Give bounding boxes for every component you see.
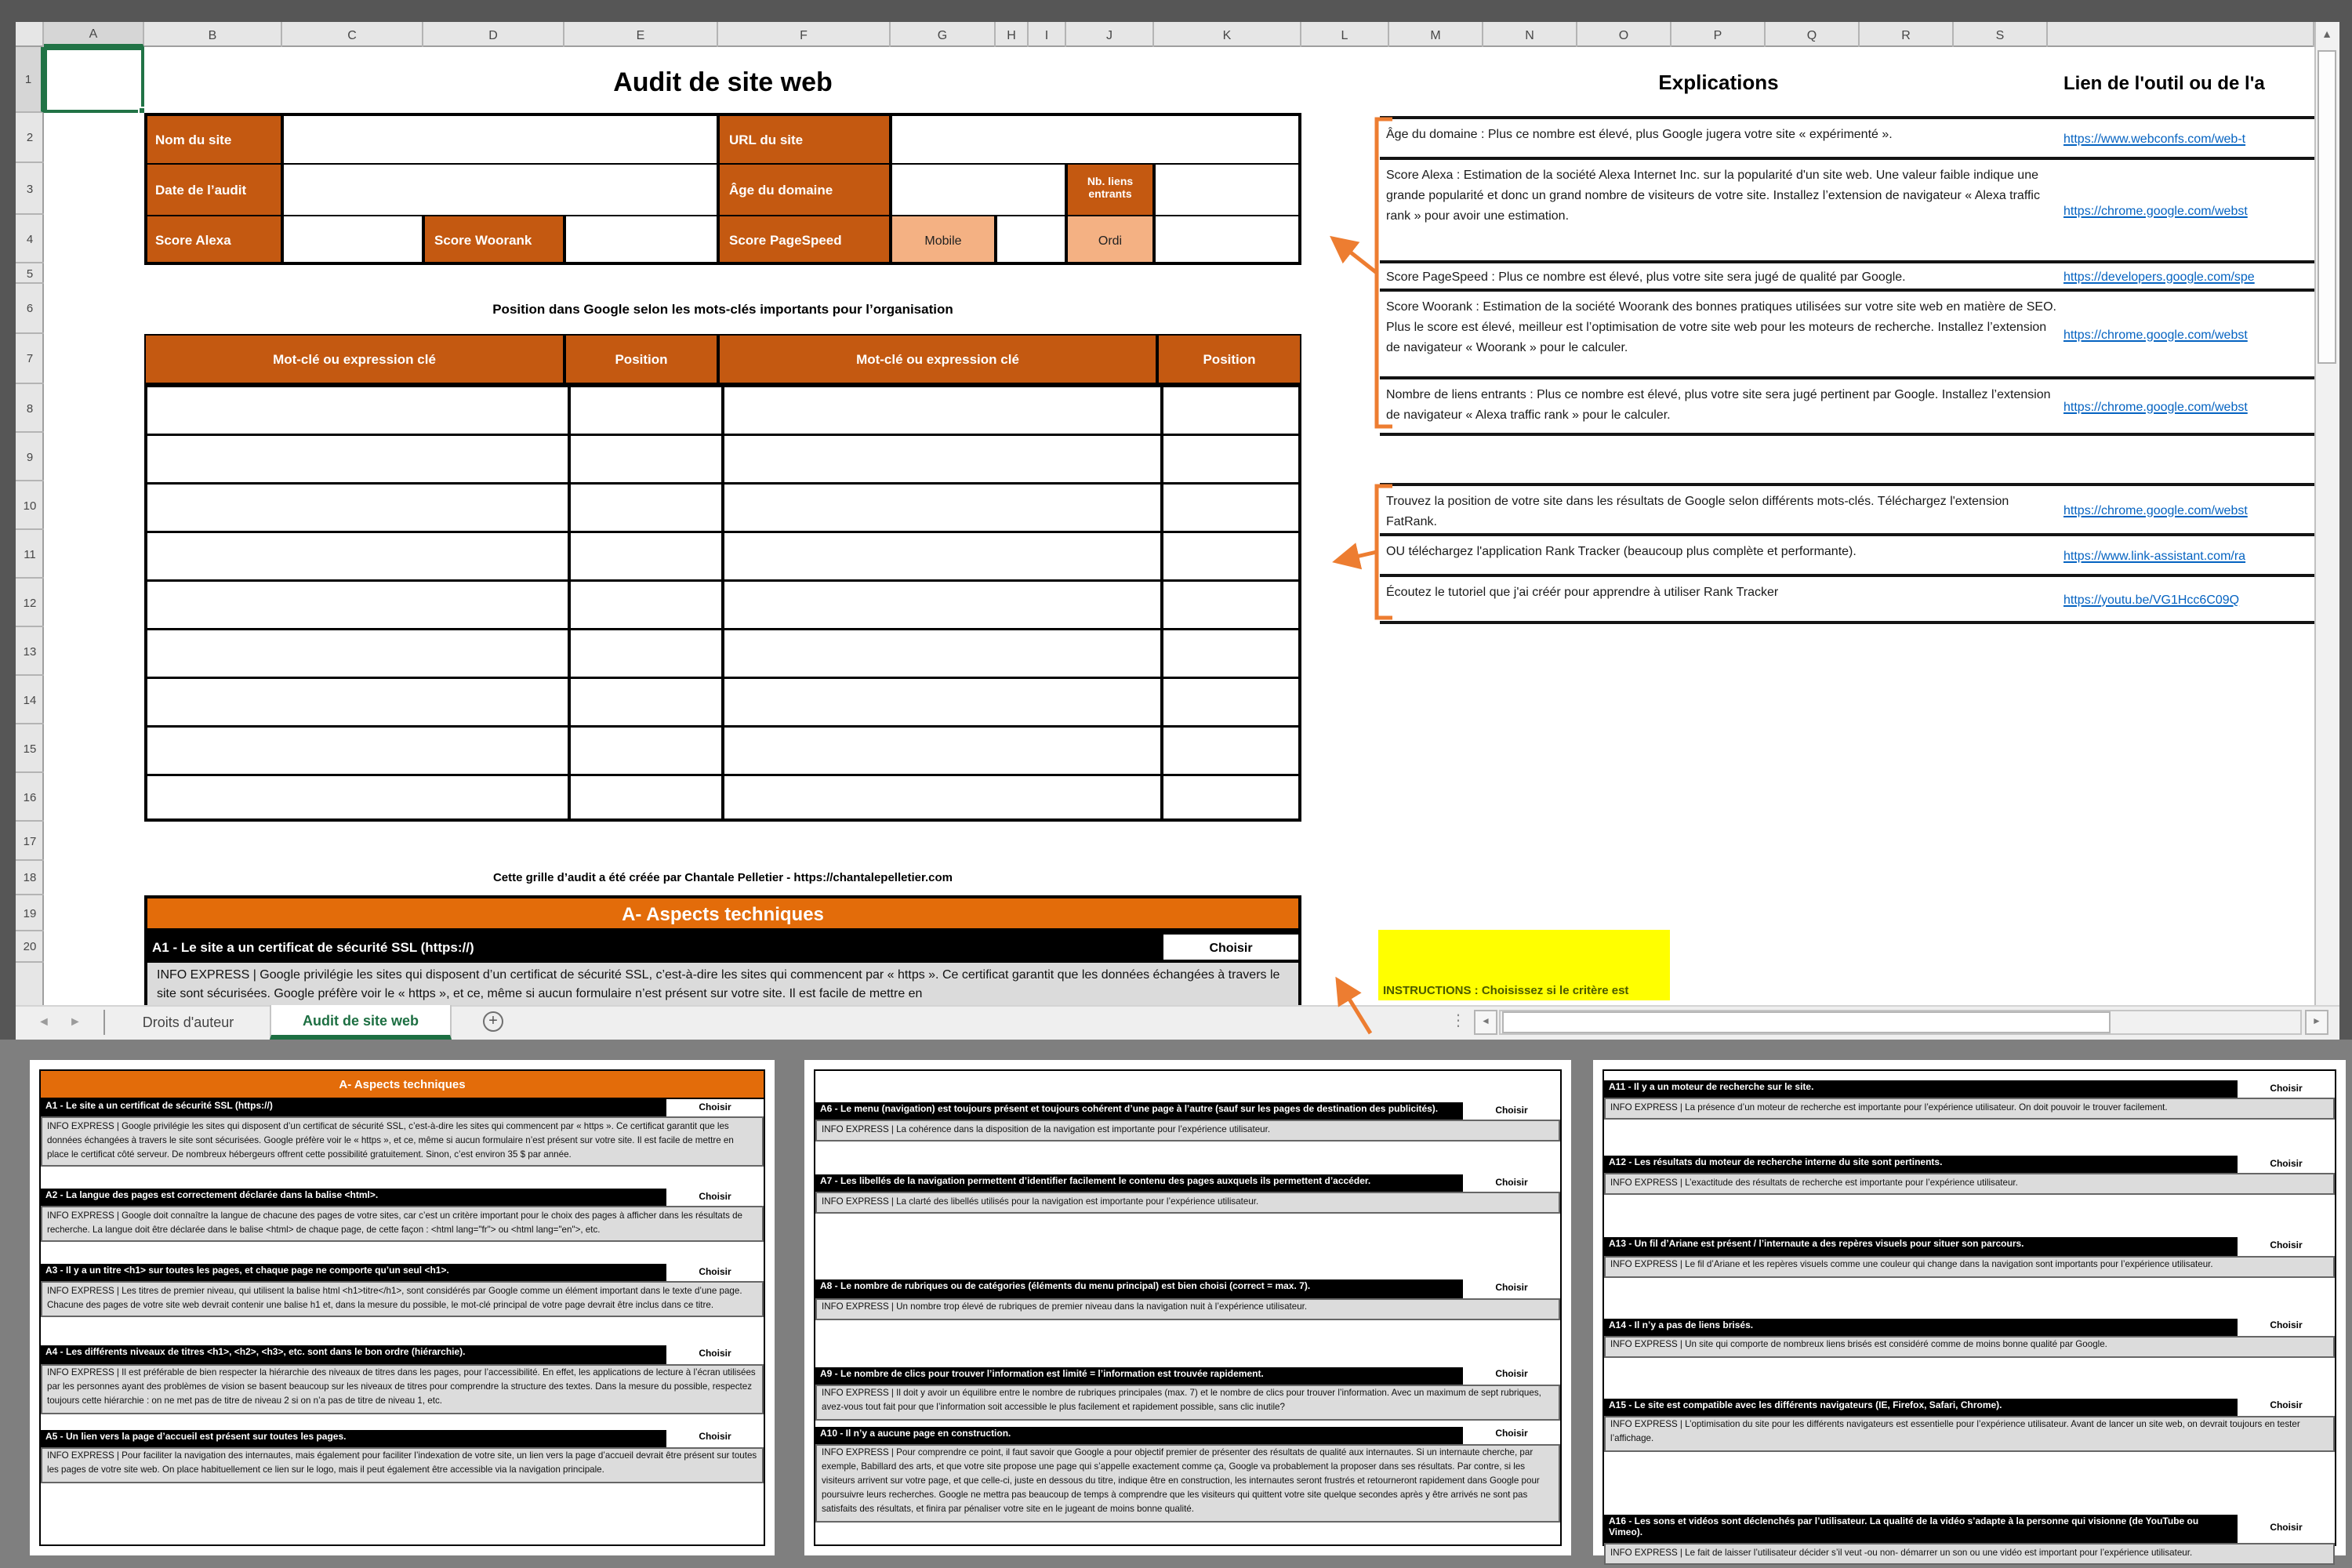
row-header[interactable]: 2 xyxy=(16,113,44,163)
column-header[interactable]: A xyxy=(44,22,144,47)
criterion-info: INFO EXPRESS | L’optimisation du site pour les différents navigateurs est essentielle pour l’expérience utilisateur. Avant de lancer un site web, on devrait toujours en tester l’affichage. xyxy=(1604,1416,2335,1452)
row-header[interactable]: 20 xyxy=(16,931,44,963)
column-header[interactable] xyxy=(2048,22,2314,47)
choisir-button[interactable]: Choisir xyxy=(1461,1367,1560,1384)
label-ordi[interactable]: Ordi xyxy=(1066,215,1154,265)
explication-text: Score PageSpeed : Plus ce nombre est élevé, plus votre site sera jugé de qualité par Google. xyxy=(1386,270,1906,284)
spacer xyxy=(815,1142,1560,1174)
criterion-bar xyxy=(1604,1080,2335,1098)
criterion-info: INFO EXPRESS | Google doit connaître la langue de chacune des pages de votre sites, car c’est un critère important pour le choix des pages à afficher dans les résultats de recherche. La langue doit être déclarée dans le balise <html> de chaque page, de cette façon : <html lang="fr"> ou <html lang="en">, etc. xyxy=(41,1207,764,1243)
input-pagespeed-mobile[interactable] xyxy=(996,215,1066,265)
criterion-bar xyxy=(815,1102,1560,1120)
criterion-bar xyxy=(1604,1156,2335,1173)
add-sheet-icon[interactable]: + xyxy=(483,1011,503,1032)
selected-cell-a1[interactable] xyxy=(44,47,144,113)
criterion-info: INFO EXPRESS | La cohérence dans la disposition de la navigation est importante pour l’expérience utilisateur. xyxy=(815,1120,1560,1142)
position-header-2[interactable]: Position xyxy=(1157,334,1301,384)
choisir-button[interactable]: Choisir xyxy=(1461,1102,1560,1120)
explications-table-1 xyxy=(1380,116,2314,436)
column-header[interactable]: B xyxy=(144,22,282,47)
column-header[interactable]: K xyxy=(1154,22,1301,47)
criterion-label: A10 - Il n’y a aucune page en construction. xyxy=(820,1429,1011,1439)
spacer xyxy=(815,1214,1560,1280)
criterion-info: INFO EXPRESS | Il est préférable de bien respecter la hiérarchie des niveaux de titres dans les pages, pour l’accessibilité. En effet, les applications de lecture à l’écran utilisées par les personnes ayant des problèmes de vision se basent beaucoup sur les niveaux de titres pour comprendre la structure des textes. Dans la mesure du possible, respectez toujours cette hiérarchie : on ne met pas de titre de niveau 2 si on n’a pas de titre de niveau 1, etc. xyxy=(41,1363,764,1414)
spacer xyxy=(815,1523,1560,1544)
tab-nav-left-icon[interactable]: ◄ xyxy=(38,1014,50,1029)
label-nom-du-site[interactable]: Nom du site xyxy=(144,113,282,165)
preview-panel-1 xyxy=(30,1060,775,1555)
row-header[interactable]: 5 xyxy=(16,263,44,284)
credit-line: Cette grille d’audit a été créée par Chantale Pelletier - https://chantalepelletier.com xyxy=(492,870,953,884)
row-header-extension xyxy=(16,963,44,1005)
choisir-button[interactable]: Choisir xyxy=(665,1429,764,1446)
spacer xyxy=(1604,1071,2335,1080)
vertical-scrollbar-thumb[interactable] xyxy=(2318,50,2336,364)
column-header[interactable]: L xyxy=(1301,22,1389,47)
criterion-a1-bar: A1 - Le site a un certificat de sécurité SSL (https://) xyxy=(144,931,1160,963)
explication-link[interactable]: https://chrome.google.com/webst xyxy=(2063,327,2248,341)
label-nb-liens[interactable]: Nb. liens entrants xyxy=(1066,163,1154,216)
panel-section-title: A- Aspects techniques xyxy=(41,1071,764,1099)
explication-text: Âge du domaine : Plus ce nombre est élevé, plus Google jugera votre site « expérimenté ». xyxy=(1386,127,1893,141)
row-header[interactable]: 15 xyxy=(16,724,44,773)
criterion-bar xyxy=(41,1429,764,1446)
preview-panel-3 xyxy=(1593,1060,2346,1559)
criterion-label: A14 - Il n’y a pas de liens brisés. xyxy=(1609,1321,1754,1331)
spacer xyxy=(1604,1120,2335,1156)
criterion-label: A2 - La langue des pages est correctement déclarée dans la balise <html>. xyxy=(45,1192,379,1202)
criterion-info: INFO EXPRESS | Le fait de laisser l’utilisateur décider s’il veut -ou non- démarrer un son ou une vidéo est important pour l’expérience utilisateur. xyxy=(1604,1543,2335,1565)
choisir-button[interactable]: Choisir xyxy=(665,1189,764,1206)
explication-row xyxy=(1380,577,2314,624)
criterion-label: A12 - Les résultats du moteur de recherche interne du site sont pertinents. xyxy=(1609,1159,1943,1169)
criterion-info: INFO EXPRESS | La clarté des libellés utilisés pour la navigation est importante pour l’expérience utilisateur. xyxy=(815,1192,1560,1214)
explication-row xyxy=(1380,486,2314,536)
column-header[interactable]: M xyxy=(1389,22,1483,47)
criterion-info: INFO EXPRESS | Pour comprendre ce point, il faut savoir que Google a pour objectif premier de présenter des résultats de qualité aux internautes. Si un internaute cherche, par exemple, Babillard des arts, et que votre site propose une page qui s’appelle exactement comme ça, Google va probablement la proposer dans ses résultats. Par contre, si les visiteurs arrivent sur votre page, et que celle-ci, juste en dessous du titre, indique être en construction, les internautes seront frustrés et retourneront rapidement dans Google pour poursuivre leurs recherches. Google ne mettra pas beaucoup de temps à comprendre que les visiteurs qui quittent votre site quelque secondes après y être arrivés ne sont pas satisfaits des résultats, et finira par pénaliser votre site en le jugeant de moins bonne qualité. xyxy=(815,1444,1560,1523)
spacer xyxy=(41,1414,764,1429)
choisir-button[interactable]: Choisir xyxy=(2236,1080,2335,1098)
explication-link[interactable]: https://youtu.be/VG1Hcc6C09Q xyxy=(2063,592,2240,606)
column-header[interactable]: C xyxy=(282,22,423,47)
row-header[interactable]: 12 xyxy=(16,579,44,627)
label-age-domaine[interactable]: Âge du domaine xyxy=(718,163,891,216)
criterion-bar xyxy=(1604,1515,2335,1544)
spacer xyxy=(815,1071,1560,1102)
horizontal-scrollbar-thumb[interactable] xyxy=(1502,1011,2111,1033)
explication-row xyxy=(1380,160,2314,263)
label-url-du-site[interactable]: URL du site xyxy=(718,113,891,165)
choisir-button[interactable]: Choisir xyxy=(1461,1174,1560,1192)
choisir-button[interactable]: Choisir xyxy=(665,1099,764,1116)
choisir-button[interactable]: Choisir xyxy=(2236,1515,2335,1544)
row-header[interactable]: 3 xyxy=(16,163,44,215)
criterion-bar xyxy=(815,1280,1560,1298)
explications-table-2 xyxy=(1380,483,2314,624)
input-score-alexa[interactable] xyxy=(282,215,423,265)
row-header[interactable]: 4 xyxy=(16,215,44,263)
tab-nav-right-icon[interactable]: ► xyxy=(69,1014,82,1029)
row-header[interactable]: 11 xyxy=(16,530,44,579)
column-headers xyxy=(16,22,2314,47)
criterion-info: INFO EXPRESS | Un nombre trop élevé de rubriques de premier niveau dans la navigation nuit à l’expérience utilisateur. xyxy=(815,1298,1560,1319)
criterion-label: A5 - Un lien vers la page d’accueil est présent sur toutes les pages. xyxy=(45,1432,347,1443)
splitter-handle-icon[interactable]: ⋮ xyxy=(1450,1013,1466,1030)
criterion-label: A4 - Les différents niveaux de titres <h1>, <h2>, <h3>, etc. sont dans le bon ordre (hiérarchie). xyxy=(45,1348,466,1359)
choisir-button[interactable]: Choisir xyxy=(1461,1280,1560,1298)
spacer xyxy=(1604,1357,2335,1398)
explication-row xyxy=(1380,292,2314,379)
column-header[interactable]: S xyxy=(1954,22,2048,47)
row-header[interactable]: 10 xyxy=(16,481,44,530)
choisir-button[interactable]: Choisir xyxy=(2236,1238,2335,1255)
row-header[interactable]: 19 xyxy=(16,895,44,931)
section-banner: A- Aspects techniques xyxy=(144,895,1301,931)
page-title: Audit de site web xyxy=(613,67,833,97)
label-score-pagespeed[interactable]: Score PageSpeed xyxy=(718,215,891,265)
input-date-audit[interactable] xyxy=(282,163,718,216)
criterion-label: A11 - Il y a un moteur de recherche sur le site. xyxy=(1609,1083,1814,1093)
row-header[interactable]: 8 xyxy=(16,384,44,433)
criterion-info: INFO EXPRESS | Google privilégie les sites qui disposent d’un certificat de sécurité SSL, c’est-à-dire les sites qui commencent par « https ». Ce certificat garantit que les données échangées à travers le site sont sécurisées. Google préfère voir le « https », et ce, même si aucun formulaire n’est présent sur votre site. Il est facile de mettre en place le certificat côté serveur. De nombreux hébergeurs offrent cette possibilité gratuitement. Sinon, c’est environ 35 $ par année. xyxy=(41,1116,764,1167)
criterion-info: INFO EXPRESS | Les titres de premier niveau, qui utilisent la balise html <h1>titre</h1>, sont considérés par Google comme un élément important dans le texte d’une page. Chacune des pages de votre site web devrait contenir une balise h1 et, dans la mesure du possible, le mot-clé principal de votre page devrait être inclus dans ce titre. xyxy=(41,1282,764,1318)
row-header[interactable]: 17 xyxy=(16,822,44,861)
tab-audit-de-site-web[interactable]: Audit de site web xyxy=(270,1005,452,1040)
keyword-header-1[interactable]: Mot-clé ou expression clé xyxy=(144,334,564,384)
criterion-label: A8 - Le nombre de rubriques ou de catégories (éléments du menu principal) est bien choisi (correct = max. 7). xyxy=(820,1283,1311,1293)
criterion-bar xyxy=(815,1174,1560,1192)
criterion-bar xyxy=(1604,1238,2335,1255)
spacer xyxy=(41,1167,764,1189)
column-header[interactable]: J xyxy=(1066,22,1154,47)
label-score-alexa[interactable]: Score Alexa xyxy=(144,215,282,265)
explication-text: Score Woorank : Estimation de la société Woorank des bonnes pratiques utilisées sur votre site web en matière de SEO. Plus le score est élevé, meilleur est l’optimisation de votre site web pour les moteurs de recherche. Installez l’extension de navigateur « Woorank » pour le calculer. xyxy=(1386,299,2056,354)
criterion-label: A1 - Le site a un certificat de sécurité SSL (https://) xyxy=(45,1102,273,1112)
instructions-note: INSTRUCTIONS : Choisissez si le critère est xyxy=(1378,930,1670,1000)
spacer xyxy=(815,1319,1560,1367)
column-header[interactable]: D xyxy=(423,22,564,47)
input-score-woorank[interactable] xyxy=(564,215,718,265)
column-header[interactable]: R xyxy=(1860,22,1954,47)
position-header-1[interactable]: Position xyxy=(564,334,718,384)
column-header[interactable]: H xyxy=(996,22,1029,47)
row-header[interactable]: 9 xyxy=(16,433,44,481)
criterion-info: INFO EXPRESS | La présence d’un moteur de recherche est importante pour l’expérience utilisateur. On doit pouvoir le trouver facilement. xyxy=(1604,1098,2335,1120)
input-age-domaine[interactable] xyxy=(891,163,1066,216)
column-header[interactable]: O xyxy=(1577,22,1671,47)
keyword-header-2[interactable]: Mot-clé ou expression clé xyxy=(718,334,1157,384)
criterion-a1-info: INFO EXPRESS | Google privilégie les sites qui disposent d’un certificat de sécurité SSL, c’est-à-dire les sites qui commencent par « https ». Ce certificat garantit que les données échangées à travers le site sont sécurisées. Google préfère voir le « https », et ce, même si aucun formulaire n’est présent sur votre site. Il est facile de mettre en xyxy=(144,963,1301,1005)
explication-row xyxy=(1380,536,2314,577)
criterion-info: INFO EXPRESS | Pour faciliter la navigation des internautes, mais également pour faciliter l’indexation de votre site, un lien vers la page d’accueil devrait être présent sur toutes les pages de votre site web. On place habituellement ce lien sur le logo, mais il peut également être accessible via la navigation principale. xyxy=(41,1447,764,1483)
label-score-woorank[interactable]: Score Woorank xyxy=(423,215,564,265)
scroll-up-icon[interactable]: ▲ xyxy=(2321,29,2332,40)
explication-link[interactable]: https://chrome.google.com/webst xyxy=(2063,503,2248,517)
criterion-bar xyxy=(41,1346,764,1363)
criterion-info: INFO EXPRESS | Un site qui comporte de nombreux liens brisés est considéré comme de moins bonne qualité par Google. xyxy=(1604,1335,2335,1357)
input-nom-du-site[interactable] xyxy=(282,113,718,165)
spacer xyxy=(41,1243,764,1265)
choisir-button[interactable]: Choisir xyxy=(1461,1426,1560,1443)
choisir-button[interactable]: Choisir xyxy=(665,1265,764,1282)
explication-text: Écoutez le tutoriel que j'ai créér pour apprendre à utiliser Rank Tracker xyxy=(1386,585,1779,599)
spacer xyxy=(41,1483,764,1545)
criterion-bar xyxy=(41,1265,764,1282)
criterion-label: A16 - Les sons et vidéos sont déclenchés par l’utilisateur. La qualité de la vidéo s’adapte à la personne qui visionne (de YouTube ou Vimeo). xyxy=(1609,1517,2199,1539)
criterion-info: INFO EXPRESS | Le fil d’Ariane et les repères visuels comme une couleur qui change dans la navigation sont importants pour l’expérience utilisateur. xyxy=(1604,1255,2335,1277)
criterion-label: A6 - Le menu (navigation) est toujours présent et toujours cohérent d’une page à l’autre (sauf sur les pages de destination des publicités). xyxy=(820,1105,1439,1115)
row-header[interactable]: 16 xyxy=(16,773,44,822)
criterion-bar xyxy=(41,1189,764,1206)
row-header[interactable]: 14 xyxy=(16,676,44,724)
keyword-table-title: Position dans Google selon les mots-clés importants pour l’organisation xyxy=(492,301,953,317)
explication-link[interactable]: https://www.link-assistant.com/ra xyxy=(2063,548,2246,562)
grid-divider xyxy=(1160,387,1163,818)
row-header[interactable]: 6 xyxy=(16,284,44,334)
explication-row xyxy=(1380,263,2314,292)
grid-divider xyxy=(721,387,724,818)
column-header[interactable]: I xyxy=(1029,22,1066,47)
select-all-corner[interactable] xyxy=(16,22,44,47)
column-header[interactable]: F xyxy=(718,22,891,47)
explication-text: OU téléchargez l'application Rank Tracker (beaucoup plus complète et performante). xyxy=(1386,544,1857,558)
criterion-label: A9 - Le nombre de clics pour trouver l’information est limité = l’information est trouvée rapidement. xyxy=(820,1370,1264,1380)
explication-text: Nombre de liens entrants : Plus ce nombre est élevé, plus votre site sera jugé pertinent par Google. Installez l’extension de navigateur « Alexa traffic rank » pour le calculer. xyxy=(1386,387,2051,422)
column-header[interactable]: P xyxy=(1671,22,1766,47)
input-url-du-site[interactable] xyxy=(891,113,1301,165)
spacer xyxy=(1604,1277,2335,1318)
spacer xyxy=(1604,1452,2335,1515)
spacer xyxy=(1604,1196,2335,1238)
row-header[interactable]: 1 xyxy=(16,47,44,113)
criterion-label: A3 - Il y a un titre <h1> sur toutes les pages, et chaque page ne comporte qu’un seul <h1>. xyxy=(45,1267,449,1277)
explication-row xyxy=(1380,379,2314,436)
choisir-button[interactable]: Choisir xyxy=(2236,1156,2335,1173)
label-mobile[interactable]: Mobile xyxy=(891,215,996,265)
column-header[interactable]: E xyxy=(564,22,718,47)
criterion-info: INFO EXPRESS | Il doit y avoir un équilibre entre le nombre de rubriques principales (max. 7) et le nombre de clics pour trouver l’information. Avec un maximum de sept rubriques, avez-vous tout fait pour que l’information soit accessible le plus facilement et rapidement possible, sans clic inutile? xyxy=(815,1384,1560,1420)
criterion-bar xyxy=(1604,1398,2335,1415)
explication-text: Score Alexa : Estimation de la société Alexa Internet Inc. sur la popularité d'un site web. Une valeur faible indique une grande popularité et donc un grand nombre de visiteurs de votre site. Installez l’extension de navigateur « Alexa traffic rank » pour avoir une estimation. xyxy=(1386,168,2040,223)
row-headers xyxy=(16,47,44,963)
preview-panel-2 xyxy=(804,1060,1571,1555)
criterion-label: A13 - Un fil d’Ariane est présent / l’internaute a des repères visuels pour situer son parcours. xyxy=(1609,1240,2024,1250)
explications-title: Explications xyxy=(1658,71,1779,94)
tab-divider xyxy=(103,1010,105,1035)
column-header[interactable]: G xyxy=(891,22,996,47)
choisir-button[interactable]: Choisir xyxy=(1160,931,1301,963)
link-column-title: Lien de l'outil ou de l'a xyxy=(2063,72,2265,94)
explication-text: Trouvez la position de votre site dans les résultats de Google selon différents mots-clés. Téléchargez l'extension FatRank. xyxy=(1386,494,2009,528)
row-header[interactable]: 7 xyxy=(16,334,44,384)
criterion-label: A15 - Le site est compatible avec les différents navigateurs (IE, Firefox, Safari, Chrome). xyxy=(1609,1401,2002,1411)
criterion-bar xyxy=(1604,1318,2335,1335)
row-header[interactable]: 18 xyxy=(16,861,44,895)
criterion-label: A7 - Les libellés de la navigation permettent d’identifier facilement le contenu des pages auxquels ils permettent d’accéder. xyxy=(820,1178,1371,1188)
tab-droits-auteur[interactable]: Droits d'auteur xyxy=(142,1014,234,1030)
hscroll-right-icon[interactable]: ► xyxy=(2305,1010,2328,1035)
explication-link[interactable]: https://www.webconfs.com/web-t xyxy=(2063,131,2246,145)
hscroll-left-icon[interactable]: ◄ xyxy=(1474,1010,1497,1035)
grid-divider xyxy=(568,387,570,818)
input-nb-liens[interactable] xyxy=(1154,163,1301,216)
row-header[interactable]: 13 xyxy=(16,627,44,676)
input-pagespeed-ordi[interactable] xyxy=(1154,215,1301,265)
column-header[interactable]: Q xyxy=(1766,22,1860,47)
explication-row xyxy=(1380,119,2314,160)
explication-link[interactable]: https://chrome.google.com/webst xyxy=(2063,399,2248,413)
spacer xyxy=(815,1420,1560,1426)
explication-link[interactable]: https://chrome.google.com/webst xyxy=(2063,203,2248,217)
criterion-bar xyxy=(815,1367,1560,1384)
spacer xyxy=(41,1318,764,1346)
criterion-bar xyxy=(815,1426,1560,1443)
choisir-button[interactable]: Choisir xyxy=(2236,1398,2335,1415)
label-date-audit[interactable]: Date de l’audit xyxy=(144,163,282,216)
choisir-button[interactable]: Choisir xyxy=(665,1346,764,1363)
criterion-info: INFO EXPRESS | L’exactitude des résultats de recherche est importante pour l’expérience utilisateur. xyxy=(1604,1174,2335,1196)
column-header[interactable]: N xyxy=(1483,22,1577,47)
keyword-grid[interactable] xyxy=(144,384,1301,822)
criterion-bar xyxy=(41,1099,764,1116)
explication-link[interactable]: https://developers.google.com/spe xyxy=(2063,269,2255,283)
choisir-button[interactable]: Choisir xyxy=(2236,1318,2335,1335)
